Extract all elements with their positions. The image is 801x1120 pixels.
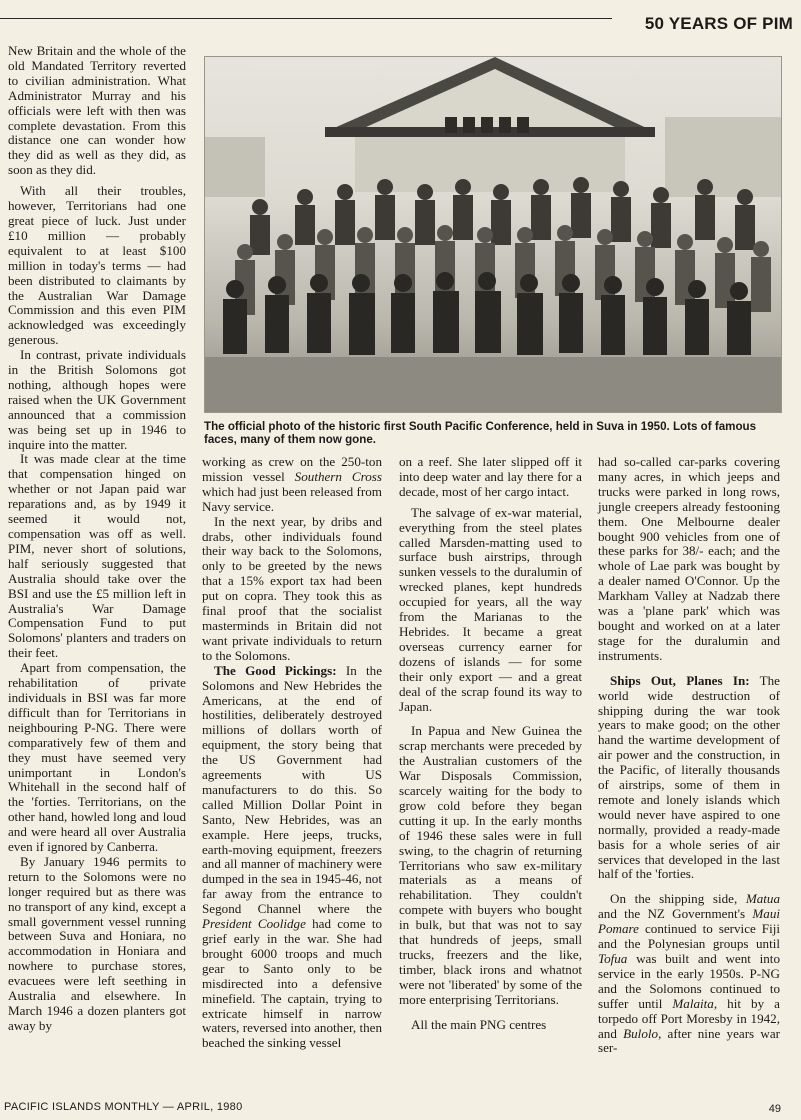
paragraph: New Britain and the whole of the old Mandated Territory reverted to civilian administration. What Administrator Murray and his officials were left with then was complete devastation. From this distance one can wonder how they did as well as they did, as soon as they did.: [8, 43, 186, 178]
header-rule: [0, 18, 612, 19]
ship-name: Matua: [745, 891, 780, 907]
conference-photo: [204, 56, 782, 413]
paragraph: working as crew on the 250-ton mission vessel Southern Cross which had just been released from Navy service.: [202, 454, 382, 514]
paragraph: It was made clear at the time that compensation hinged on whether or not Japan paid war reparations and, as by 1949 it seemed it would not, compensation was off as well. PIM, never short of solutions, half seriously suggested that Australia should take over the BSI and use the £5 million left in Australia's War Damage Compensation Fund to put Solomons' planters and traders on their feet.: [8, 451, 186, 661]
ship-name: Bulolo: [623, 1025, 659, 1041]
ship-name: Tofua: [598, 951, 628, 966]
paragraph: Ships Out, Planes In: The world wide destruction of shipping during the war took years to make good; on the other hand the wartime development of air power and the construction, in the Pacific, of literally thousands of airstrips, some of them in remote and lonely islands which would never have aspired to one normally, provided a ready-made basis for a whole series of air services that developed in the last half of the 'forties.: [598, 672, 780, 882]
column-3: [399, 455, 582, 1033]
photo-illustration: [205, 57, 781, 412]
column-2: [202, 455, 382, 1051]
ship-name: President Coolidge: [202, 916, 306, 932]
run-in-heading: The Good Pickings:: [214, 662, 337, 678]
paragraph: With all their troubles, however, Territorians had one great piece of luck. Just under £10 million — probably equivalent to at least $100 million in today's terms — had been distributed to claimants by the Australian War Damage Commission and this even PIM acknowledged was exceedingly generous.: [8, 183, 186, 348]
paragraph: The salvage of ex-war material, everything from the steel plates called Marsden-matting used to surface bush airstrips, through sunken vessels to the duralumin of wrecked planes, kept hundreds occupied for years, all the way from the Marianas to the Hebrides. It became a great overseas currency earner for dozens of islands — for some their only export — and a great deal of the scrap found its way to Japan.: [399, 504, 582, 714]
paragraph: In the next year, by dribs and drabs, other individuals found their way back to the Solomons, only to be greeted by the news that a 15% export tax had been put on copra. They took this as final proof that the socialist masterminds in Britain did not want private individuals to return to the Solomons.: [202, 513, 382, 663]
ship-name: Southern Cross: [294, 468, 382, 484]
run-in-heading: Ships Out, Planes In:: [610, 672, 750, 688]
publication-footer: PACIFIC ISLANDS MONTHLY — APRIL, 1980: [4, 1101, 243, 1113]
ship-name: Maui Pomare: [598, 906, 780, 937]
paragraph: By January 1946 permits to return to the Solomons were no longer required but as there was no transport of any kind, except a small government vessel running between Suva and Honiara, no accommodation in Honiara and nowhere to purchase stores, evacuees were left seething in Australia and elsewhere. In March 1946 a dozen planters got away by: [8, 853, 186, 1033]
paragraph: On the shipping side, Matua and the NZ Government's Maui Pomare continued to service Fiji and the Polynesian groups until Tofua was built and went into service in the early 1950s. P-NG and the Solomons continued to suffer until Malaita, hit by a torpedo off Port Moresby in 1942, and Bulolo, after nine years war ser-: [598, 891, 780, 1056]
column-4: [598, 455, 780, 1056]
paragraph: In contrast, private individuals in the British Solomons got nothing, although hopes were raised when the UK Government announced that a commission was being set up in 1946 to inquire into the matter.: [8, 347, 186, 452]
paragraph: The Good Pickings: In the Solomons and New Hebrides the Americans, at the end of hostilities, deliberately destroyed millions of dollars worth of equipment, the story being that the US Government had agreements with US manufacturers to do this. So called Million Dollar Point in Santo, New Hebrides, was an example. Here jeeps, trucks, earth-moving equipment, freezers and all manner of machinery were dumped in the sea in 1945-46, not far away from the entrance to Segond Channel where the President Coolidge had come to grief early in the war. She had brought 6000 troops and much gear to Santo only to be misdirected into a defensive minefield. The captain, trying to extricate himself in narrow waters, reversed into another, then beached the sinking vessel: [202, 662, 383, 1051]
running-header: 50 YEARS OF PIM: [644, 14, 793, 33]
photo-caption: The official photo of the historic first South Pacific Conference, held in Suva in 1950. Lots of famous faces, many of them now gone.: [204, 420, 757, 446]
paragraph: In Papua and New Guinea the scrap merchants were preceded by the Australian customers of the War Disposals Commission, scarcely waiting for the body to grow cold before they began cutting it up. In the early months of 1946 these sales were in full swing, to the chagrin of returning Territorians who saw ex-military materials as a means of rehabilitation. They couldn't compete with buyers who bought in bulk, but that was not to say that hundreds of jeeps, small trucks, freezers and the like, timber, black irons and whatnot were not 'liberated' by some of the more enterprising Territorians.: [399, 723, 582, 1007]
paragraph: All the main PNG centres: [411, 1016, 547, 1032]
paragraph: had so-called car-parks covering many acres, in which jeeps and trucks were parked in long rows, jungle creepers already festooning them. One Melbourne dealer bought 900 vehicles from one of these parks for 38/- each; and the whole of Lae park was bought by a dealer named O'Connor. Up the Markham Valley at Nadzab there was a 'plane park' which was bought and worked on at a later stage for the duralumin and instruments.: [598, 454, 780, 663]
column-1: [8, 44, 186, 1034]
ship-name: Malaita: [672, 995, 714, 1011]
page-number: 49: [768, 1103, 781, 1115]
paragraph: Apart from compensation, the rehabilitation of private individuals in BSI was far more difficult than for Territorians in neighbouring P-NG. There were comparatively few of them and they must have seemed very unimportant in London's Whitehall in the second half of the 'forties. Territorians, on the other hand, howled long and loud and were heard all over Australia even if ignored by Canberra.: [8, 660, 186, 855]
paragraph: on a reef. She later slipped off it into deep water and lay there for a decade, most of her cargo intact.: [399, 454, 582, 499]
